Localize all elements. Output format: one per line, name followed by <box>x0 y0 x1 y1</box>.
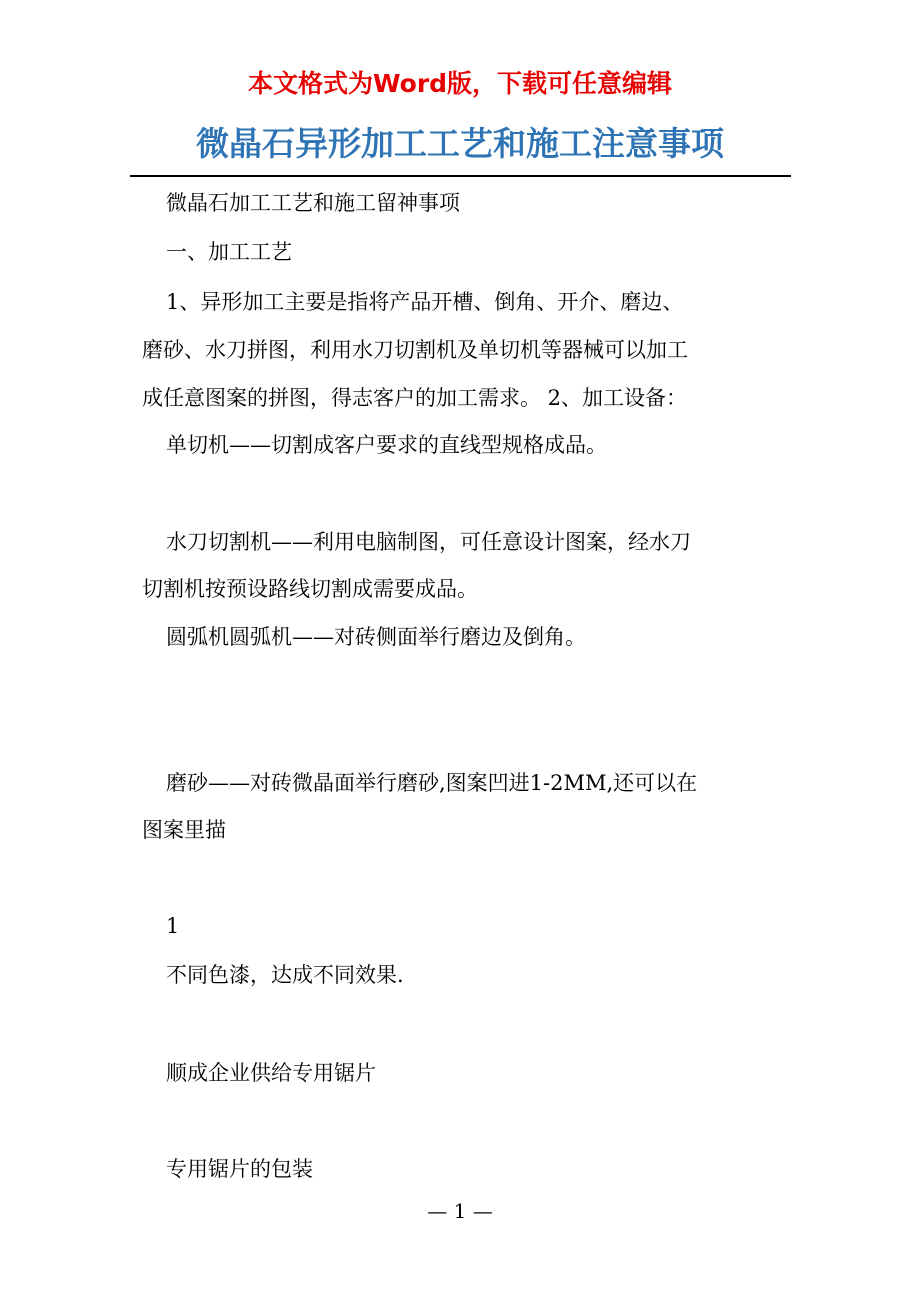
body-line: 水刀切割机——利用电脑制图，可任意设计图案，经水刀 <box>166 530 691 554</box>
section-heading: 一、加工工艺 <box>166 240 292 264</box>
page-number: — 1 — <box>427 1199 493 1223</box>
body-line: 单切机——切割成客户要求的直线型规格成品。 <box>166 433 607 457</box>
body-line: 微晶石加工工艺和施工留神事项 <box>166 191 460 215</box>
body-line: 切割机按预设路线切割成需要成品。 <box>142 577 478 601</box>
body-line: 磨砂——对砖微晶面举行磨砂,图案凹进1-2MM,还可以在 <box>166 771 698 795</box>
body-line: 1、异形加工主要是指将产品开槽、倒角、开介、磨边、 <box>166 290 684 314</box>
body-line: 1 <box>166 914 180 938</box>
body-line: 圆弧机圆弧机——对砖侧面举行磨边及倒角。 <box>166 625 586 649</box>
body-line: 成任意图案的拼图，得志客户的加工需求。 2、加工设备： <box>142 386 688 410</box>
body-line: 顺成企业供给专用锯片 <box>166 1061 376 1085</box>
body-line: 专用锯片的包装 <box>166 1157 313 1181</box>
document-title: 微晶石异形加工工艺和施工注意事项 <box>196 124 724 163</box>
body-line: 不同色漆，达成不同效果. <box>166 963 404 987</box>
body-line: 磨砂、水刀拼图，利用水刀切割机及单切机等器械可以加工 <box>142 338 688 362</box>
download-banner: 本文格式为Word版，下载可任意编辑 <box>247 69 673 98</box>
body-line: 图案里描 <box>142 818 226 842</box>
title-divider <box>130 175 791 177</box>
